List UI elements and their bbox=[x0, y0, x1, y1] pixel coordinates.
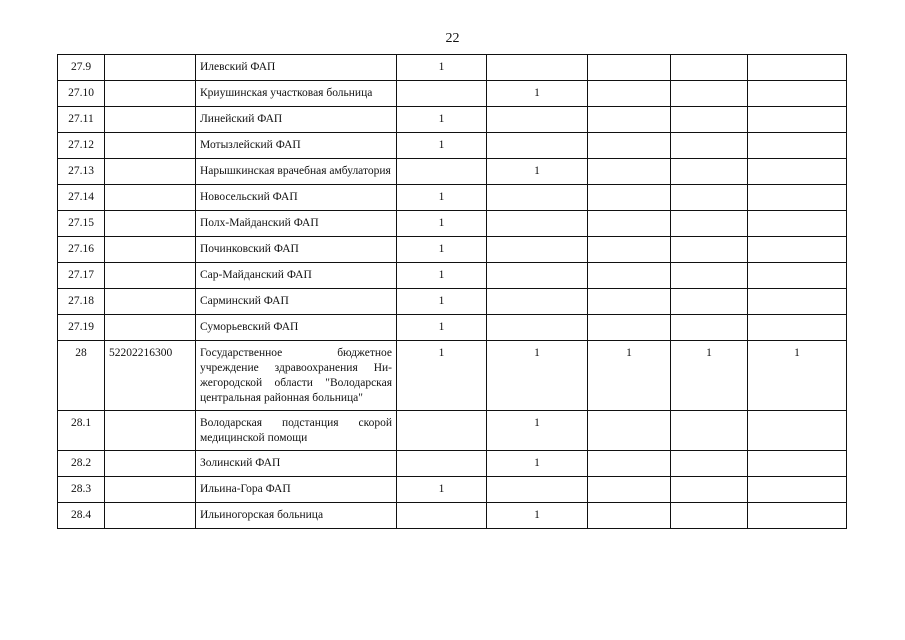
column-1-cell bbox=[397, 81, 487, 107]
column-3-cell bbox=[588, 159, 671, 185]
column-2-cell bbox=[487, 55, 588, 81]
column-5-cell bbox=[748, 477, 847, 503]
column-2-cell bbox=[487, 185, 588, 211]
row-number-cell: 28.3 bbox=[58, 477, 105, 503]
column-3-cell bbox=[588, 55, 671, 81]
facility-name-cell: Полх-Майданский ФАП bbox=[196, 211, 397, 237]
column-5-cell bbox=[748, 237, 847, 263]
table-row bbox=[58, 185, 847, 211]
column-4-cell bbox=[671, 411, 748, 451]
facility-name-cell: Линейский ФАП bbox=[196, 107, 397, 133]
column-1-cell: 1 bbox=[397, 477, 487, 503]
row-number-cell: 27.11 bbox=[58, 107, 105, 133]
column-5-cell bbox=[748, 159, 847, 185]
facility-name-cell: Сар-Майданский ФАП bbox=[196, 263, 397, 289]
page-number: 22 bbox=[445, 31, 460, 46]
code-cell bbox=[105, 55, 196, 81]
column-1-cell bbox=[397, 159, 487, 185]
column-4-cell bbox=[671, 107, 748, 133]
column-4-cell bbox=[671, 55, 748, 81]
row-number-cell: 27.19 bbox=[58, 315, 105, 341]
column-3-cell bbox=[588, 411, 671, 451]
table-row bbox=[58, 477, 847, 503]
column-2-cell bbox=[487, 211, 588, 237]
table-row bbox=[58, 81, 847, 107]
column-5-cell bbox=[748, 451, 847, 477]
column-2-cell bbox=[487, 289, 588, 315]
column-4-cell: 1 bbox=[671, 341, 748, 411]
column-5-cell bbox=[748, 81, 847, 107]
table-row bbox=[58, 159, 847, 185]
column-5-cell: 1 bbox=[748, 341, 847, 411]
column-3-cell bbox=[588, 81, 671, 107]
facility-name-cell: Сарминский ФАП bbox=[196, 289, 397, 315]
column-5-cell bbox=[748, 315, 847, 341]
column-5-cell bbox=[748, 411, 847, 451]
column-2-cell bbox=[487, 477, 588, 503]
column-3-cell bbox=[588, 211, 671, 237]
facility-name-cell: Ильиногорская больница bbox=[196, 503, 397, 529]
column-2-cell: 1 bbox=[487, 451, 588, 477]
column-4-cell bbox=[671, 133, 748, 159]
column-3-cell bbox=[588, 263, 671, 289]
row-number-cell: 28.1 bbox=[58, 411, 105, 451]
column-5-cell bbox=[748, 503, 847, 529]
table-row bbox=[58, 451, 847, 477]
table-row bbox=[58, 107, 847, 133]
column-3-cell bbox=[588, 451, 671, 477]
column-4-cell bbox=[671, 237, 748, 263]
column-4-cell bbox=[671, 503, 748, 529]
column-1-cell: 1 bbox=[397, 315, 487, 341]
facility-name-cell: Государственное бюджетное учреждение здравоохранения Нижегородской области "Володарская центральная районная больница" bbox=[196, 341, 397, 411]
column-2-cell bbox=[487, 107, 588, 133]
column-4-cell bbox=[671, 81, 748, 107]
code-cell bbox=[105, 237, 196, 263]
table-body bbox=[58, 55, 847, 529]
column-1-cell: 1 bbox=[397, 263, 487, 289]
table-row bbox=[58, 411, 847, 451]
column-1-cell bbox=[397, 451, 487, 477]
row-number-cell: 27.17 bbox=[58, 263, 105, 289]
code-cell bbox=[105, 107, 196, 133]
column-2-cell bbox=[487, 133, 588, 159]
code-cell bbox=[105, 451, 196, 477]
column-1-cell: 1 bbox=[397, 185, 487, 211]
facility-name-cell: Суморьевский ФАП bbox=[196, 315, 397, 341]
column-3-cell bbox=[588, 503, 671, 529]
code-cell bbox=[105, 81, 196, 107]
facility-name-cell: Золинский ФАП bbox=[196, 451, 397, 477]
code-cell bbox=[105, 503, 196, 529]
column-3-cell bbox=[588, 289, 671, 315]
column-4-cell bbox=[671, 185, 748, 211]
column-3-cell bbox=[588, 477, 671, 503]
row-number-cell: 27.9 bbox=[58, 55, 105, 81]
facility-name-cell: Мотызлейский ФАП bbox=[196, 133, 397, 159]
column-1-cell bbox=[397, 411, 487, 451]
row-number-cell: 28 bbox=[58, 341, 105, 411]
column-5-cell bbox=[748, 133, 847, 159]
table-row bbox=[58, 133, 847, 159]
code-cell bbox=[105, 185, 196, 211]
column-1-cell: 1 bbox=[397, 133, 487, 159]
column-5-cell bbox=[748, 185, 847, 211]
column-2-cell: 1 bbox=[487, 341, 588, 411]
code-cell bbox=[105, 263, 196, 289]
facilities-table bbox=[57, 54, 847, 529]
code-cell bbox=[105, 477, 196, 503]
table-row bbox=[58, 503, 847, 529]
column-3-cell bbox=[588, 107, 671, 133]
column-4-cell bbox=[671, 451, 748, 477]
facility-name-cell: Криушинская участковая больница bbox=[196, 81, 397, 107]
column-2-cell bbox=[487, 263, 588, 289]
table-row bbox=[58, 55, 847, 81]
code-cell bbox=[105, 411, 196, 451]
column-1-cell: 1 bbox=[397, 107, 487, 133]
row-number-cell: 27.12 bbox=[58, 133, 105, 159]
facility-name-cell: Нарышкинская врачебная амбулатория bbox=[196, 159, 397, 185]
column-5-cell bbox=[748, 289, 847, 315]
row-number-cell: 27.13 bbox=[58, 159, 105, 185]
row-number-cell: 27.14 bbox=[58, 185, 105, 211]
code-cell bbox=[105, 159, 196, 185]
column-2-cell: 1 bbox=[487, 411, 588, 451]
code-cell bbox=[105, 289, 196, 315]
column-4-cell bbox=[671, 211, 748, 237]
column-1-cell: 1 bbox=[397, 55, 487, 81]
row-number-cell: 27.18 bbox=[58, 289, 105, 315]
column-2-cell: 1 bbox=[487, 503, 588, 529]
facility-name-cell: Ильина-Гора ФАП bbox=[196, 477, 397, 503]
column-1-cell: 1 bbox=[397, 237, 487, 263]
column-3-cell bbox=[588, 185, 671, 211]
column-3-cell: 1 bbox=[588, 341, 671, 411]
table-row bbox=[58, 263, 847, 289]
row-number-cell: 27.15 bbox=[58, 211, 105, 237]
code-cell: 52202216300 bbox=[105, 341, 196, 411]
column-4-cell bbox=[671, 315, 748, 341]
table-row bbox=[58, 341, 847, 411]
row-number-cell: 28.2 bbox=[58, 451, 105, 477]
column-4-cell bbox=[671, 289, 748, 315]
column-3-cell bbox=[588, 133, 671, 159]
column-5-cell bbox=[748, 263, 847, 289]
column-2-cell bbox=[487, 315, 588, 341]
column-3-cell bbox=[588, 315, 671, 341]
column-5-cell bbox=[748, 107, 847, 133]
facility-name-cell: Володарская подстанция скорой медицинской помощи bbox=[196, 411, 397, 451]
column-5-cell bbox=[748, 55, 847, 81]
column-4-cell bbox=[671, 263, 748, 289]
column-2-cell bbox=[487, 237, 588, 263]
row-number-cell: 28.4 bbox=[58, 503, 105, 529]
table-row bbox=[58, 289, 847, 315]
column-4-cell bbox=[671, 159, 748, 185]
column-4-cell bbox=[671, 477, 748, 503]
column-3-cell bbox=[588, 237, 671, 263]
column-1-cell: 1 bbox=[397, 211, 487, 237]
table-row bbox=[58, 237, 847, 263]
column-1-cell: 1 bbox=[397, 289, 487, 315]
row-number-cell: 27.16 bbox=[58, 237, 105, 263]
column-2-cell: 1 bbox=[487, 159, 588, 185]
facility-name-cell: Новосельский ФАП bbox=[196, 185, 397, 211]
facility-name-cell: Починковский ФАП bbox=[196, 237, 397, 263]
row-number-cell: 27.10 bbox=[58, 81, 105, 107]
code-cell bbox=[105, 315, 196, 341]
facility-name-cell: Илевский ФАП bbox=[196, 55, 397, 81]
code-cell bbox=[105, 211, 196, 237]
column-1-cell: 1 bbox=[397, 341, 487, 411]
table-row bbox=[58, 315, 847, 341]
column-5-cell bbox=[748, 211, 847, 237]
table-row bbox=[58, 211, 847, 237]
column-2-cell: 1 bbox=[487, 81, 588, 107]
code-cell bbox=[105, 133, 196, 159]
column-1-cell bbox=[397, 503, 487, 529]
